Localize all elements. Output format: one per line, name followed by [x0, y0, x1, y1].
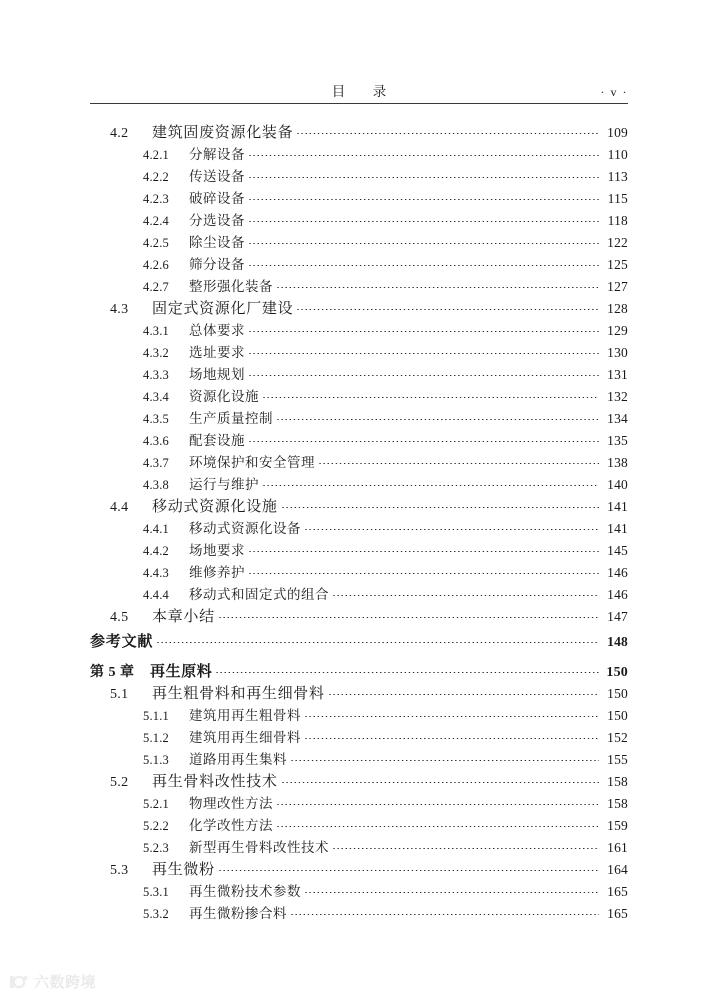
toc-entry[interactable] — [90, 363, 628, 385]
toc-dot-leader — [296, 121, 599, 137]
toc-entry[interactable] — [90, 836, 628, 858]
toc-dot-leader — [248, 231, 599, 247]
toc-entry-number: 5.2.1 — [143, 797, 169, 811]
toc-entry[interactable] — [90, 297, 628, 319]
toc-dot-leader — [332, 836, 599, 852]
toc-entry-page: 146 — [607, 565, 628, 580]
toc-entry-title: 总体要求 — [189, 323, 245, 338]
toc-dot-leader — [156, 630, 599, 646]
toc-entry-title: 再生原料 — [150, 664, 213, 680]
toc-dot-leader — [218, 858, 599, 874]
toc-entry-page: 127 — [607, 279, 628, 294]
toc-entry-page: 110 — [607, 147, 628, 162]
toc-dot-leader — [248, 187, 599, 203]
toc-dot-leader — [328, 682, 599, 698]
toc-entry-page: 141 — [607, 499, 628, 514]
toc-dot-leader — [262, 473, 599, 489]
toc-entry-title: 移动式资源化设备 — [189, 521, 301, 536]
toc-entry-page: 134 — [607, 411, 628, 426]
toc-entry-number: 4.3.8 — [143, 478, 169, 492]
toc-entry-title: 建筑用再生粗骨料 — [189, 708, 301, 723]
watermark — [8, 971, 96, 992]
toc-entry-title: 维修养护 — [189, 565, 245, 580]
toc-dot-leader — [296, 297, 599, 313]
page-content — [90, 78, 628, 924]
toc-entry-page: 122 — [607, 235, 628, 250]
toc-dot-leader — [290, 748, 599, 764]
toc-dot-leader — [290, 902, 599, 918]
toc-dot-leader — [276, 814, 599, 830]
toc-entry-title: 再生微粉掺合料 — [189, 906, 287, 921]
toc-dot-leader — [304, 726, 599, 742]
toc-entry-page: 128 — [607, 301, 628, 316]
toc-entry-page: 164 — [607, 862, 628, 877]
toc-entry-number: 5.2.2 — [143, 819, 169, 833]
toc-dot-leader — [304, 880, 599, 896]
toc-entry-title: 再生粗骨料和再生细骨料 — [152, 686, 325, 702]
toc-entry-number: 5.1.3 — [143, 753, 169, 767]
toc-entry[interactable] — [90, 187, 628, 209]
toc-entry-title: 生产质量控制 — [189, 411, 273, 426]
toc-entry-page: 131 — [607, 367, 628, 382]
toc-entry[interactable] — [90, 253, 628, 275]
toc-entry-title: 建筑用再生细骨料 — [189, 730, 301, 745]
toc-entry-title: 再生微粉技术参数 — [189, 884, 301, 899]
toc-entry-number: 4.3.3 — [143, 368, 169, 382]
toc-entry[interactable] — [90, 165, 628, 187]
toc-dot-leader — [248, 429, 599, 445]
toc-entry[interactable] — [90, 517, 628, 539]
toc-dot-leader — [281, 770, 599, 786]
toc-entry-page: 140 — [607, 477, 628, 492]
toc-entry-page: 152 — [607, 730, 628, 745]
toc-entry[interactable] — [90, 539, 628, 561]
toc-entry-number: 5.1.1 — [143, 709, 169, 723]
toc-entry-page: 165 — [607, 884, 628, 899]
toc-entry-title: 移动式资源化设施 — [152, 499, 278, 515]
toc-entry-page: 138 — [607, 455, 628, 470]
toc-entry-title: 资源化设施 — [189, 389, 259, 404]
toc-dot-leader — [281, 495, 599, 511]
toc-entry-page: 161 — [607, 840, 628, 855]
toc-entry-page: 129 — [607, 323, 628, 338]
toc-entry-number: 4.3.5 — [143, 412, 169, 426]
toc-entry-number: 4.4.2 — [143, 544, 169, 558]
toc-entry[interactable] — [90, 561, 628, 583]
toc-entry-page: 158 — [607, 796, 628, 811]
toc-entry-page: 130 — [607, 345, 628, 360]
toc-entry[interactable] — [90, 660, 628, 682]
toc-entry-title: 整形强化装备 — [189, 279, 273, 294]
toc-entry-number: 4.2.3 — [143, 192, 169, 206]
toc-entry[interactable] — [90, 902, 628, 924]
toc-entry[interactable] — [90, 429, 628, 451]
toc-entry-page: 155 — [607, 752, 628, 767]
toc-entry-number: 4.4.4 — [143, 588, 169, 602]
toc-entry-title: 场地规划 — [189, 367, 245, 382]
toc-dot-leader — [248, 143, 599, 159]
toc-entry[interactable] — [90, 473, 628, 495]
toc-entry[interactable] — [90, 605, 628, 627]
toc-entry-number: 5.3.2 — [143, 907, 169, 921]
toc-entry-number: 4.3.1 — [143, 324, 169, 338]
toc-dot-leader — [276, 275, 599, 291]
toc-entry[interactable] — [90, 341, 628, 363]
toc-entry-title: 破碎设备 — [189, 191, 245, 206]
toc-entry-page: 147 — [607, 609, 628, 624]
toc-entry-title: 本章小结 — [152, 609, 215, 625]
toc-entry-number: 4.2.1 — [143, 148, 169, 162]
toc-entry-page: 158 — [607, 774, 628, 789]
toc-entry[interactable] — [90, 275, 628, 297]
toc-entry[interactable] — [90, 407, 628, 429]
toc-entry[interactable] — [90, 792, 628, 814]
toc-entry-number: 5.3 — [110, 863, 129, 878]
toc-entry-page: 146 — [607, 587, 628, 602]
toc-dot-leader — [248, 209, 599, 225]
running-head-title: 目 录 — [331, 84, 394, 99]
toc-list — [90, 121, 628, 924]
toc-entry-number: 4.2 — [110, 126, 129, 141]
toc-entry[interactable] — [90, 770, 628, 792]
toc-entry-number: 5.3.1 — [143, 885, 169, 899]
toc-entry-title: 参考文献 — [90, 634, 154, 650]
toc-dot-leader — [248, 561, 599, 577]
toc-dot-leader — [318, 451, 599, 467]
toc-entry-number: 4.3.2 — [143, 346, 169, 360]
toc-entry-page: 109 — [607, 125, 628, 140]
toc-entry[interactable] — [90, 704, 628, 726]
toc-entry-title: 物理改性方法 — [189, 796, 273, 811]
running-head — [90, 78, 628, 100]
toc-entry-number: 4.4.1 — [143, 522, 169, 536]
toc-dot-leader — [276, 792, 599, 808]
toc-entry-number: 4.3 — [110, 302, 129, 317]
toc-entry[interactable] — [90, 451, 628, 473]
toc-entry-title: 筛分设备 — [189, 257, 245, 272]
toc-entry-title: 分选设备 — [189, 213, 245, 228]
toc-dot-leader — [248, 363, 599, 379]
toc-entry-number: 4.2.4 — [143, 214, 169, 228]
toc-entry[interactable] — [90, 880, 628, 902]
toc-entry-number: 4.3.4 — [143, 390, 169, 404]
toc-entry-number: 4.3.7 — [143, 456, 169, 470]
toc-entry[interactable] — [90, 583, 628, 605]
toc-entry[interactable] — [90, 231, 628, 253]
toc-entry-title: 道路用再生集料 — [189, 752, 287, 767]
toc-dot-leader — [248, 165, 599, 181]
toc-entry-title: 移动式和固定式的组合 — [189, 587, 329, 602]
toc-entry-number: 5.2.3 — [143, 841, 169, 855]
toc-entry-number: 第 5 章 — [90, 665, 135, 680]
toc-entry[interactable] — [90, 814, 628, 836]
toc-entry-number: 4.5 — [110, 610, 129, 625]
toc-entry-title: 化学改性方法 — [189, 818, 273, 833]
toc-entry-number: 4.4 — [110, 500, 129, 515]
toc-entry[interactable] — [90, 385, 628, 407]
toc-entry-page: 159 — [607, 818, 628, 833]
toc-dot-leader — [304, 517, 599, 533]
toc-entry-title: 环境保护和安全管理 — [189, 455, 315, 470]
toc-entry-number: 4.2.2 — [143, 170, 169, 184]
toc-dot-leader — [248, 539, 599, 555]
toc-entry-number: 5.2 — [110, 775, 129, 790]
toc-dot-leader — [248, 319, 599, 335]
toc-entry-title: 场地要求 — [189, 543, 245, 558]
toc-dot-leader — [304, 704, 599, 720]
toc-entry-page: 135 — [607, 433, 628, 448]
toc-entry-number: 4.2.7 — [143, 280, 169, 294]
toc-entry[interactable] — [90, 143, 628, 165]
toc-entry-title: 选址要求 — [189, 345, 245, 360]
toc-entry-title: 建筑固废资源化装备 — [152, 125, 294, 141]
toc-entry-page: 150 — [607, 686, 628, 701]
toc-entry-title: 配套设施 — [189, 433, 245, 448]
toc-entry[interactable] — [90, 319, 628, 341]
toc-entry-page: 118 — [607, 213, 628, 228]
toc-entry-title: 传送设备 — [189, 169, 245, 184]
toc-entry[interactable] — [90, 495, 628, 517]
toc-entry-page: 113 — [607, 169, 628, 184]
toc-entry-title: 除尘设备 — [189, 235, 245, 250]
toc-entry-page: 150 — [607, 708, 628, 723]
toc-entry-page: 115 — [607, 191, 628, 206]
toc-entry-number: 4.2.6 — [143, 258, 169, 272]
toc-entry-number: 4.3.6 — [143, 434, 169, 448]
toc-entry-number: 4.4.3 — [143, 566, 169, 580]
toc-entry-page: 141 — [607, 521, 628, 536]
toc-entry[interactable] — [90, 121, 628, 143]
toc-entry-title: 新型再生骨料改性技术 — [189, 840, 329, 855]
toc-entry[interactable] — [90, 726, 628, 748]
toc-dot-leader — [218, 605, 599, 621]
toc-entry-page: 145 — [607, 543, 628, 558]
toc-entry-title: 运行与维护 — [189, 477, 259, 492]
toc-dot-leader — [215, 660, 599, 676]
header-rule — [90, 103, 628, 104]
toc-entry-page: 165 — [607, 906, 628, 921]
toc-entry[interactable] — [90, 682, 628, 704]
toc-entry[interactable] — [90, 748, 628, 770]
toc-entry[interactable] — [90, 209, 628, 231]
watermark-text: 六数跨境 — [34, 974, 97, 991]
toc-dot-leader — [262, 385, 599, 401]
toc-dot-leader — [248, 341, 599, 357]
toc-entry-page: 132 — [607, 389, 628, 404]
toc-entry[interactable] — [90, 858, 628, 880]
toc-entry-number: 4.2.5 — [143, 236, 169, 250]
toc-entry-title: 固定式资源化厂建设 — [152, 301, 294, 317]
toc-entry-page: 150 — [606, 665, 628, 680]
toc-entry-number: 5.1 — [110, 687, 129, 702]
circle-logo-icon — [8, 973, 30, 991]
toc-entry-number: 5.1.2 — [143, 731, 169, 745]
toc-entry-title: 再生微粉 — [152, 862, 215, 878]
toc-entry[interactable] — [90, 630, 628, 652]
toc-entry-page: 148 — [607, 634, 628, 649]
toc-dot-leader — [276, 407, 599, 423]
toc-entry-title: 分解设备 — [189, 147, 245, 162]
toc-entry-page: 125 — [607, 257, 628, 272]
toc-entry-title: 再生骨料改性技术 — [152, 774, 278, 790]
toc-dot-leader — [248, 253, 599, 269]
toc-dot-leader — [332, 583, 599, 599]
page-folio: · v · — [600, 85, 628, 99]
